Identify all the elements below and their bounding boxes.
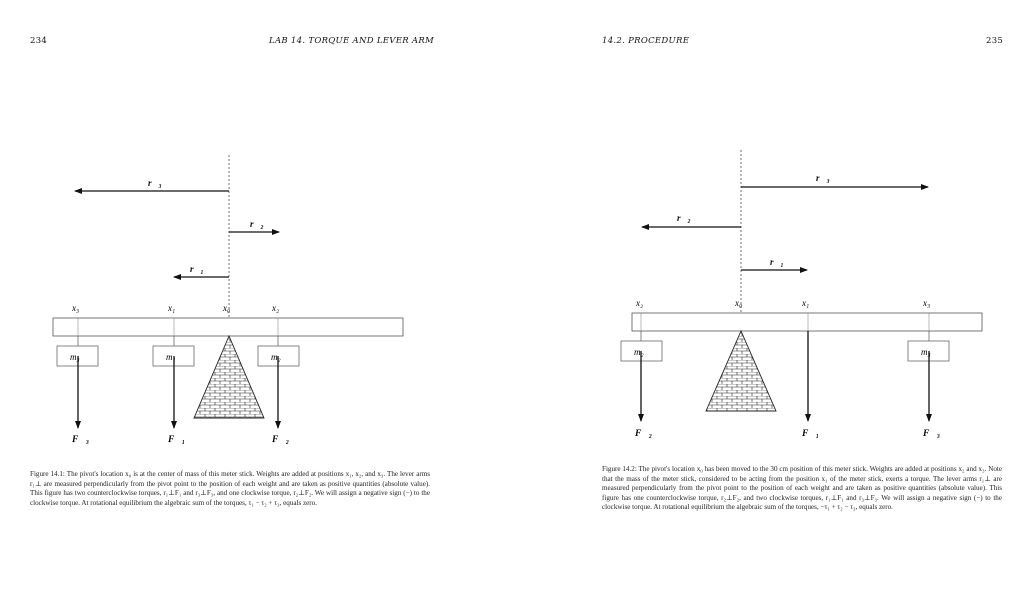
pos-label-x3: x₃	[72, 303, 80, 313]
force-label-F2: F⃗₂	[272, 435, 290, 445]
running-head-left: LAB 14. TORQUE AND LEVER ARM	[269, 36, 435, 46]
force-label-F3-r: F⃗₃	[923, 429, 941, 439]
pos-label-x0: x₀	[223, 303, 231, 313]
pos-label-x2-r: x₂	[636, 298, 644, 308]
meter-stick	[53, 318, 403, 336]
pos-label-x2: x₂	[272, 303, 280, 313]
r2-vector-label: r⃗₂	[250, 219, 264, 229]
pos-label-x0-r: x₀	[735, 298, 743, 308]
pivot-fulcrum-2	[706, 331, 776, 411]
mass-label-m3: m₃	[70, 352, 80, 362]
figure-caption-14-2: Figure 14.2: The pivot's location x₀ has been moved to the 30 cm position of this meter stick. Weights are added at positions x₂ and x₃. Note that the mass of the meter stick, considered to be acting from the position x₁ of the meter stick, exerts a torque. The lever arms r₁⊥ are measured perpendicularly from the pivot point to the position of each weight and are taken as positive quantities (absolute value). This figure has one counterclockwise torque, r₂⊥F₂, and two clockwise torques, r₁⊥F₁ and r₃⊥F₃. We will assign a negative sign (−) to the clockwise torque. At rotational equilibrium the algebraic sum of the torques, −τ₁ + τ₂ − τ₃, equals zero.	[602, 465, 1002, 512]
torque-figure-2	[512, 0, 1024, 460]
r1-vector-label-2: r⃗₁	[770, 257, 784, 267]
mass-label-m2: m₂	[271, 352, 281, 362]
mass-label-m2-r: m₂	[634, 347, 644, 357]
pos-label-x3-r: x₃	[923, 298, 931, 308]
r3-vector-label-2: r⃗₃	[816, 173, 830, 183]
mass-label-m3-r: m₃	[921, 347, 931, 357]
torque-figure-1	[0, 0, 512, 470]
mass-label-m1: m₁	[166, 352, 176, 362]
right-page	[512, 0, 1024, 601]
force-label-F3: F⃗₃	[72, 435, 90, 445]
r1-vector-label: r⃗₁	[190, 264, 204, 274]
pos-label-x1-r: x₁	[802, 298, 810, 308]
pivot-fulcrum	[194, 336, 264, 418]
page-number-left: 234	[30, 36, 48, 46]
force-label-F1-r: F⃗₁	[802, 429, 820, 439]
page-number-right: 235	[986, 36, 1004, 46]
running-head-right: 14.2. PROCEDURE	[602, 36, 690, 46]
force-label-F2-r: F⃗₂	[635, 429, 653, 439]
r2-vector-label-2: r⃗₂	[677, 213, 691, 223]
pos-label-x1: x₁	[168, 303, 176, 313]
figure-caption-14-1: Figure 14.1: The pivot's location x₀ is at the center of mass of this meter stick. Weights are added at positions x₁, x₂, and x₃. The lever arms r₁⊥ are measured perpendicularly from the pivot point to the position of each weight and are taken as positive quantities (absolute value). This figure has two counterclockwise torques, r₁⊥F₁ and r₃⊥F₃, and one clockwise torque, r₂⊥F₂. We will assign a negative sign (−) to the clockwise torque. At rotational equilibrium the algebraic sum of the torques, τ₁ − τ₂ + τ₃, equals zero.	[30, 470, 430, 507]
meter-stick-2	[632, 313, 982, 331]
force-label-F1: F⃗₁	[168, 435, 186, 445]
r3-vector-label: r⃗₃	[148, 178, 162, 188]
